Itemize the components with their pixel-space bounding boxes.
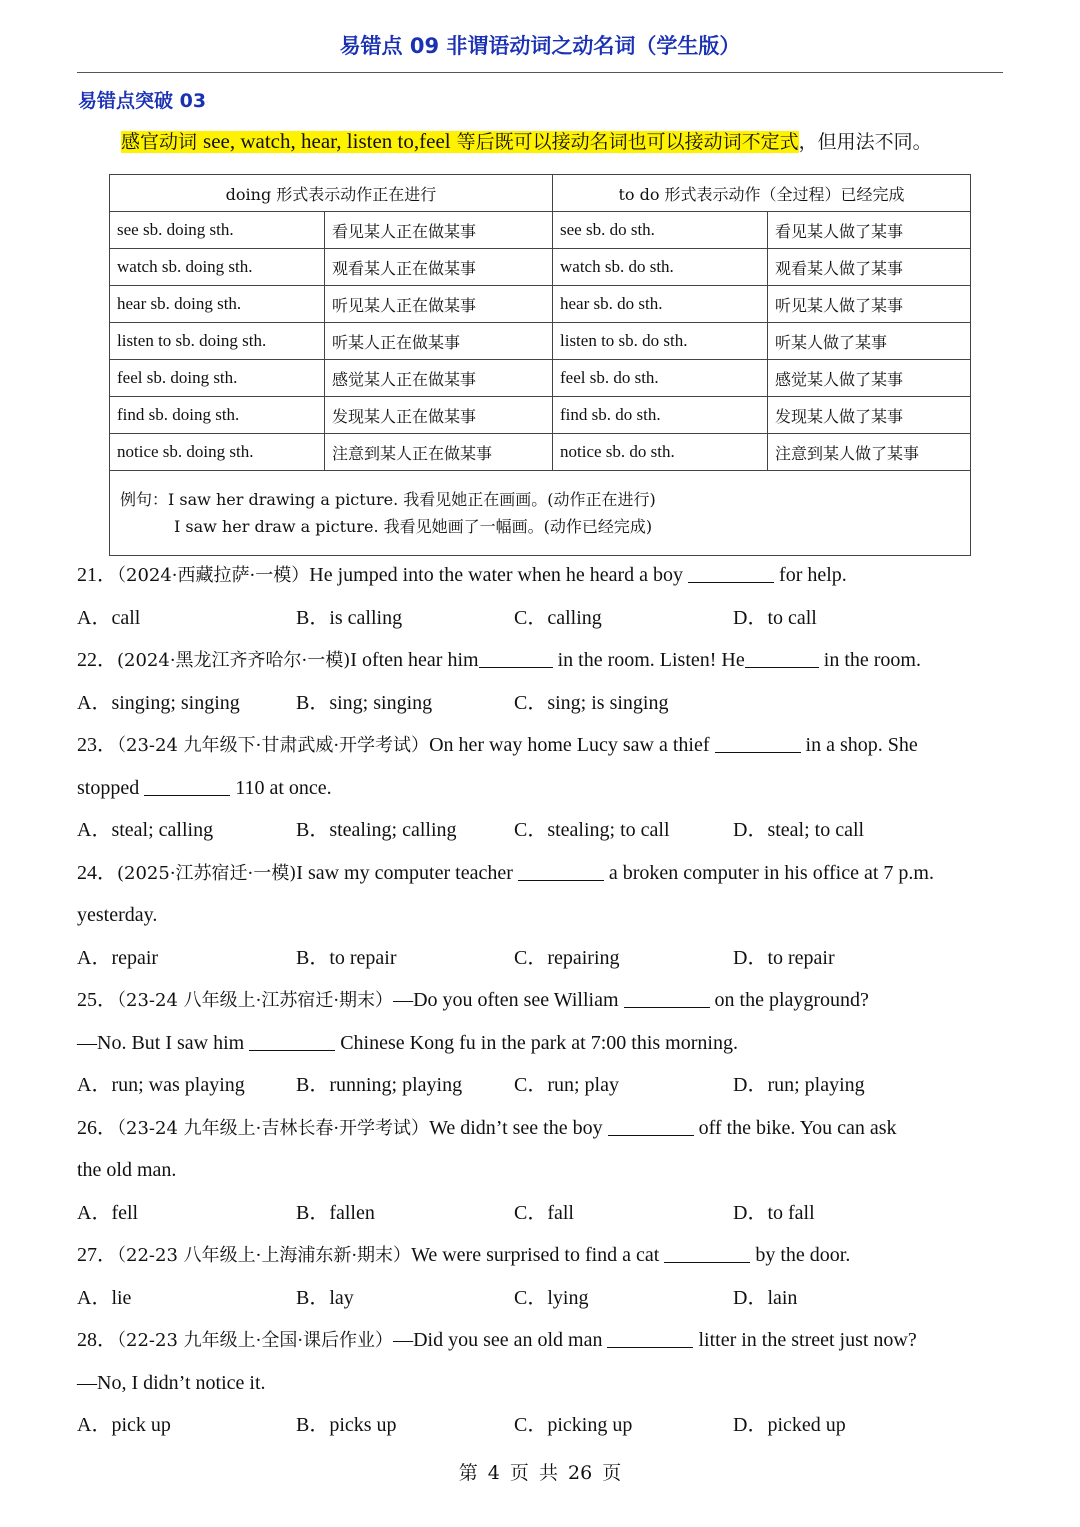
- question-text: litter in the street just now?: [693, 1329, 917, 1351]
- question-number: 23．: [77, 734, 117, 756]
- question-stem: [77, 858, 934, 888]
- question-text: stopped: [77, 776, 145, 799]
- cell-todo-meaning: 感觉某人做了某事: [768, 360, 971, 397]
- question-stem: [77, 560, 847, 590]
- option-a[interactable]: A．singing; singing: [77, 691, 240, 714]
- title-divider: [77, 72, 1003, 73]
- question-text: We didn’t see the boy: [429, 1116, 608, 1139]
- cell-todo-meaning: 发现某人做了某事: [768, 397, 971, 434]
- cell-todo-meaning: 观看某人做了某事: [768, 249, 971, 286]
- table-header-row: [110, 175, 971, 212]
- answer-blank[interactable]: [144, 775, 230, 796]
- option-a[interactable]: A．call: [77, 606, 141, 629]
- cell-doing-meaning: 感觉某人正在做某事: [325, 360, 553, 397]
- answer-blank[interactable]: [518, 860, 604, 881]
- cell-todo-pattern: hear sb. do sth.: [553, 286, 768, 323]
- question-stem-continued: [77, 773, 332, 803]
- table-body: [110, 212, 971, 471]
- cell-doing-meaning: 看见某人正在做某事: [325, 212, 553, 249]
- table-row: [110, 212, 971, 249]
- option-c[interactable]: C．sing; is singing: [514, 691, 669, 714]
- option-a[interactable]: A．run; was playing: [77, 1074, 245, 1096]
- question-text: —Do you often see William: [393, 989, 624, 1011]
- answer-blank[interactable]: [249, 1030, 335, 1051]
- option-c[interactable]: C．lying: [514, 1286, 589, 1309]
- question-stem: [77, 1113, 897, 1143]
- cell-doing-meaning: 观看某人正在做某事: [325, 249, 553, 286]
- question-number: 26．: [77, 1116, 117, 1139]
- question-text: —Did you see an old man: [393, 1329, 608, 1351]
- question-text: off the bike. You can ask: [693, 1116, 897, 1139]
- cell-doing-meaning: 注意到某人正在做某事: [325, 434, 553, 471]
- cell-todo-pattern: notice sb. do sth.: [553, 434, 768, 471]
- question-source: （23-24 九年级上·吉林长春·开学考试）: [117, 1117, 430, 1139]
- cell-doing-pattern: find sb. doing sth.: [110, 397, 325, 434]
- question-number: 28．: [77, 1329, 117, 1351]
- option-b[interactable]: B．stealing; calling: [296, 819, 457, 841]
- cell-doing-pattern: listen to sb. doing sth.: [110, 323, 325, 360]
- question-stem: [77, 985, 869, 1015]
- question-text: in the room.: [818, 649, 921, 671]
- option-b[interactable]: B．lay: [296, 1286, 354, 1309]
- rules-table: [109, 174, 971, 556]
- option-c[interactable]: C．fall: [514, 1201, 574, 1224]
- question-source: (2024·黑龙江齐齐哈尔·一模): [117, 650, 351, 671]
- question-text: He jumped into the water when he heard a boy: [309, 564, 689, 586]
- table-row: [110, 434, 971, 471]
- option-b[interactable]: B．picks up: [296, 1414, 397, 1436]
- cell-doing-pattern: notice sb. doing sth.: [110, 434, 325, 471]
- question-number: 21．: [77, 564, 117, 586]
- option-a[interactable]: A．fell: [77, 1201, 139, 1224]
- question-text: in the room. Listen! He: [552, 649, 745, 671]
- question-stem: [77, 730, 918, 760]
- answer-blank[interactable]: [688, 562, 774, 583]
- cell-todo-pattern: find sb. do sth.: [553, 397, 768, 434]
- cell-todo-pattern: watch sb. do sth.: [553, 249, 768, 286]
- question-source: （23-24 八年级上·江苏宿迁·期末）: [117, 990, 394, 1011]
- cell-doing-meaning: 听某人正在做某事: [325, 323, 553, 360]
- answer-blank[interactable]: [624, 987, 710, 1008]
- option-a[interactable]: A．repair: [77, 946, 159, 969]
- question-stem-continued: [77, 1155, 176, 1185]
- option-d[interactable]: D．to call: [733, 606, 817, 629]
- question-source: （22-23 九年级上·全国·课后作业）: [117, 1330, 394, 1351]
- question-stem: [77, 1325, 917, 1355]
- answer-blank[interactable]: [745, 647, 819, 668]
- question-source: （23-24 九年级下·甘肃武威·开学考试）: [117, 735, 430, 756]
- cell-todo-meaning: 听某人做了某事: [768, 323, 971, 360]
- table-header-doing: doing 形式表示动作正在进行: [110, 175, 553, 212]
- answer-blank[interactable]: [664, 1242, 750, 1263]
- table-row: [110, 323, 971, 360]
- option-b[interactable]: B．running; playing: [296, 1074, 463, 1096]
- question-stem-continued: [77, 900, 157, 930]
- cell-doing-pattern: see sb. doing sth.: [110, 212, 325, 249]
- option-b[interactable]: B．to repair: [296, 946, 397, 969]
- cell-todo-pattern: listen to sb. do sth.: [553, 323, 768, 360]
- question-text: I saw my computer teacher: [296, 861, 518, 884]
- example-line-1: 例句：I saw her drawing a picture. 我看见她正在画画。(动作正在进行): [120, 490, 656, 509]
- cell-todo-meaning: 看见某人做了某事: [768, 212, 971, 249]
- option-b[interactable]: B．fallen: [296, 1201, 375, 1224]
- option-d[interactable]: D．steal; to call: [733, 819, 865, 841]
- question-source: （22-23 八年级上·上海浦东新·期末）: [117, 1245, 412, 1266]
- question-text: the old man.: [77, 1159, 177, 1181]
- question-text: —No, I didn’t notice it.: [77, 1371, 266, 1394]
- question-text: Chinese Kong fu in the park at 7:00 this morning.: [335, 1031, 738, 1054]
- question-stem-continued: [77, 1028, 738, 1058]
- question-text: 110 at once.: [230, 776, 332, 799]
- option-c[interactable]: C．calling: [514, 606, 602, 629]
- option-d[interactable]: D．to repair: [733, 946, 835, 969]
- page-footer: 第 4 页 共 26 页: [458, 1462, 622, 1484]
- example-cell: [110, 471, 971, 556]
- section-heading: 易错点突破 03: [78, 90, 207, 112]
- question-number: 24．: [77, 861, 117, 884]
- cell-doing-meaning: 发现某人正在做某事: [325, 397, 553, 434]
- option-d[interactable]: D．picked up: [733, 1414, 846, 1436]
- question-text: in a shop. She: [800, 734, 918, 756]
- table-example-row: [110, 471, 971, 556]
- question-source: （2024·西藏拉萨·一模）: [117, 565, 310, 586]
- option-a[interactable]: A．lie: [77, 1286, 132, 1309]
- question-text: We were surprised to find a cat: [411, 1244, 665, 1266]
- answer-blank[interactable]: [715, 732, 801, 753]
- question-text: on the playground?: [709, 989, 869, 1011]
- cell-doing-pattern: hear sb. doing sth.: [110, 286, 325, 323]
- cell-todo-meaning: 听见某人做了某事: [768, 286, 971, 323]
- table-row: [110, 397, 971, 434]
- option-b[interactable]: B．is calling: [296, 606, 403, 629]
- option-c[interactable]: C．stealing; to call: [514, 819, 670, 841]
- cell-doing-pattern: feel sb. doing sth.: [110, 360, 325, 397]
- question-text: for help.: [774, 564, 847, 586]
- question-stem: [77, 1240, 850, 1270]
- answer-blank[interactable]: [607, 1327, 693, 1348]
- table-row: [110, 286, 971, 323]
- question-text: a broken computer in his office at 7 p.m.: [603, 861, 934, 884]
- intro-verbs: see, watch, hear, listen to,feel: [203, 129, 451, 153]
- intro-text: [121, 126, 932, 157]
- cell-doing-pattern: watch sb. doing sth.: [110, 249, 325, 286]
- question-number: 25．: [77, 989, 117, 1011]
- cell-todo-meaning: 注意到某人做了某事: [768, 434, 971, 471]
- question-text: On her way home Lucy saw a thief: [429, 734, 715, 756]
- table-header-todo: to do 形式表示动作（全过程）已经完成: [553, 175, 971, 212]
- intro-rest: ，但用法不同。: [798, 131, 932, 153]
- option-c[interactable]: C．repairing: [514, 946, 620, 969]
- question-source: (2025·江苏宿迁·一模): [117, 862, 297, 884]
- question-stem: [77, 645, 921, 675]
- question-number: 22．: [77, 649, 117, 671]
- table-row: [110, 360, 971, 397]
- intro-prefix: 感官动词: [121, 131, 204, 153]
- option-d[interactable]: D．lain: [733, 1286, 798, 1309]
- question-text: —No. But I saw him: [77, 1031, 250, 1054]
- option-a[interactable]: A．steal; calling: [77, 819, 214, 841]
- question-text: by the door.: [750, 1244, 851, 1266]
- option-c[interactable]: C．picking up: [514, 1414, 633, 1436]
- option-c[interactable]: C．run; play: [514, 1074, 619, 1096]
- cell-doing-meaning: 听见某人正在做某事: [325, 286, 553, 323]
- option-d[interactable]: D．run; playing: [733, 1074, 865, 1096]
- question-number: 27．: [77, 1244, 117, 1266]
- table-row: [110, 249, 971, 286]
- option-d[interactable]: D．to fall: [733, 1201, 815, 1224]
- question-text: yesterday.: [77, 904, 158, 926]
- answer-blank[interactable]: [479, 647, 553, 668]
- intro-mid: 等后既可以接动名词也可以接动词不定式: [450, 131, 799, 153]
- example-line-2: I saw her draw a picture. 我看见她画了一幅画。(动作已经完成): [174, 517, 653, 536]
- page-title: 易错点 09 非谓语动词之动名词（学生版）: [339, 34, 741, 58]
- cell-todo-pattern: feel sb. do sth.: [553, 360, 768, 397]
- option-a[interactable]: A．pick up: [77, 1414, 171, 1436]
- question-text: I often hear him: [350, 649, 479, 671]
- intro-highlight: [121, 131, 799, 153]
- cell-todo-pattern: see sb. do sth.: [553, 212, 768, 249]
- question-stem-continued: [77, 1368, 266, 1398]
- option-b[interactable]: B．sing; singing: [296, 691, 433, 714]
- answer-blank[interactable]: [608, 1115, 694, 1136]
